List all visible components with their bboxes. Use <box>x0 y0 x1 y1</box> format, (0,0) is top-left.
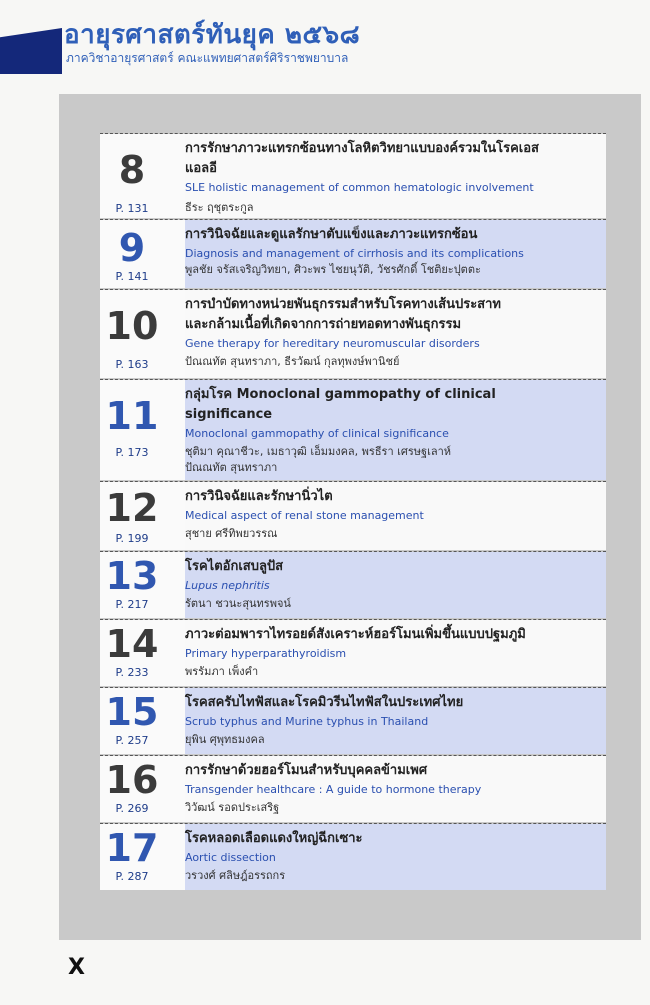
authors: พูลชัย จรัสเจริญวิทยา, ศิวะพร ไชยนุวัติ, วัชรศักดิ์ โชติยะปุตตะ <box>185 263 481 276</box>
chapter-number: 8 <box>118 148 146 192</box>
english-title: Medical aspect of renal stone management <box>185 509 424 522</box>
thai-title-line-2: significance <box>185 407 273 422</box>
entry-number-column <box>100 380 186 480</box>
authors: สุชาย ศรีทิพยวรรณ <box>185 527 278 540</box>
toc-entry-13[interactable] <box>100 551 606 618</box>
entry-number-column <box>100 482 186 550</box>
thai-title-line-1: การวินิจฉัยและดูแลรักษาตับแข็งและภาวะแทรกซ้อน <box>185 227 478 242</box>
thai-title-line-1: กลุ่มโรค Monoclonal gammopathy of clinical <box>185 387 496 402</box>
thai-title-line-1: การวินิจฉัยและรักษานิ่วไต <box>185 489 333 504</box>
chapter-number: 17 <box>105 826 159 870</box>
authors: ธีระ ฤชุตระกูล <box>185 201 254 214</box>
entry-number-column <box>100 290 186 378</box>
chapter-number: 10 <box>105 304 159 348</box>
chapter-number: 15 <box>105 690 159 734</box>
entry-body <box>185 134 606 218</box>
toc-entry-12[interactable] <box>100 481 606 550</box>
page-number: P. 217 <box>115 598 149 611</box>
page-number: P. 141 <box>115 270 149 283</box>
chapter-number: 16 <box>105 758 159 802</box>
authors: ยุพิน ศุพุทธมงคล <box>185 733 265 746</box>
entry-number-column <box>100 134 186 218</box>
toc-entry-11[interactable] <box>100 379 606 480</box>
entry-body <box>185 290 606 378</box>
page-number: P. 173 <box>115 446 149 459</box>
entry-number-column <box>100 220 186 288</box>
authors-line-2: ปัณณทัต สุนทราภา <box>185 461 278 474</box>
entry-number-column <box>100 552 186 618</box>
english-title: Monoclonal gammopathy of clinical significance <box>185 427 449 440</box>
header-accent-bar <box>0 28 62 74</box>
thai-title-line-1: ภาวะต่อมพาราไทรอยด์สังเคราะห์ฮอร์โมนเพิ่มขึ้นแบบปฐมภูมิ <box>185 627 526 642</box>
toc-entry-8[interactable] <box>100 133 606 218</box>
toc-entry-15[interactable] <box>100 687 606 754</box>
entry-number-column <box>100 756 186 822</box>
chapter-number: 13 <box>105 554 159 598</box>
page-number: P. 233 <box>115 666 149 679</box>
thai-title-line-1: โรคไตอักเสบลูปัส <box>185 559 284 574</box>
authors: รัตนา ชวนะสุนทรพจน์ <box>185 597 291 610</box>
chapter-number: 9 <box>118 226 146 270</box>
authors: พรรัมภา เพ็งคำ <box>185 665 259 678</box>
authors: วิวัฒน์ รอดประเสริฐ <box>185 801 280 814</box>
english-title: Aortic dissection <box>185 851 276 864</box>
department-subtitle: ภาควิชาอายุรศาสตร์ คณะแพทยศาสตร์ศิริราชพยาบาล <box>66 51 349 65</box>
chapter-number: 14 <box>105 622 159 666</box>
entry-body <box>185 380 606 480</box>
english-title: Scrub typhus and Murine typhus in Thailand <box>185 715 429 728</box>
entry-number-column <box>100 620 186 686</box>
thai-title-line-1: โรคสครับไทฟัสและโรคมิวรีนไทฟัสในประเทศไทย <box>185 695 464 710</box>
thai-title-line-2: และกล้ามเนื้อที่เกิดจากการถ่ายทอดทางพันธุกรรม <box>185 317 462 332</box>
entry-body <box>185 220 606 288</box>
english-title: Diagnosis and management of cirrhosis and its complications <box>185 247 524 260</box>
entry-body <box>185 482 606 550</box>
authors: วรวงศ์ ศลิษฎ์อรรถกร <box>185 869 286 882</box>
page-number: P. 287 <box>115 870 149 883</box>
page-number: P. 257 <box>115 734 149 747</box>
toc-entry-14[interactable] <box>100 619 606 686</box>
entry-body <box>185 620 606 686</box>
entry-body <box>185 824 606 890</box>
english-title: Lupus nephritis <box>185 579 270 592</box>
entry-body <box>185 756 606 822</box>
page-number: P. 269 <box>115 802 149 815</box>
thai-title-line-1: การบำบัดทางหน่วยพันธุกรรมสำหรับโรคทางเส้นประสาท <box>185 297 501 312</box>
entry-number-column <box>100 688 186 754</box>
english-title: Transgender healthcare : A guide to hormone therapy <box>185 783 482 796</box>
page-number: P. 199 <box>115 532 149 545</box>
book-title: อายุรศาสตร์ทันยุค ๒๕๖๘ <box>64 20 361 50</box>
toc-entry-17[interactable] <box>100 823 606 890</box>
chapter-number: 12 <box>105 486 159 530</box>
entry-body <box>185 552 606 618</box>
toc-entry-9[interactable] <box>100 219 606 288</box>
toc-entry-16[interactable] <box>100 755 606 822</box>
thai-title-line-1: โรคหลอดเลือดแดงใหญ่ฉีกเซาะ <box>185 831 363 846</box>
thai-title-line-1: การรักษาด้วยฮอร์โมนสำหรับบุคคลข้ามเพศ <box>185 763 428 778</box>
thai-title-line-1: การรักษาภาวะแทรกซ้อนทางโลหิตวิทยาแบบองค์รวมในโรคเอส <box>185 141 539 156</box>
page-number: P. 163 <box>115 358 149 371</box>
authors-line-1: ชุติมา คุณาชีวะ, เมธาวุฒิ เอ็มมงคล, พรธีรา เศรษฐเลาห์ <box>185 445 452 458</box>
authors: ปัณณทัต สุนทราภา, ธีรวัฒน์ กุลทุพงษ์พานิชย์ <box>185 355 400 368</box>
english-title: SLE holistic management of common hematologic involvement <box>185 181 534 194</box>
page-marker: X <box>68 955 85 980</box>
chapter-number: 11 <box>105 394 159 438</box>
english-title: Primary hyperparathyroidism <box>185 647 347 660</box>
page-number: P. 131 <box>115 202 149 215</box>
english-title: Gene therapy for hereditary neuromuscular disorders <box>185 337 480 350</box>
entry-body <box>185 688 606 754</box>
toc-entry-10[interactable] <box>100 289 606 378</box>
thai-title-line-2: แอลอี <box>185 161 217 176</box>
entry-number-column <box>100 824 186 890</box>
